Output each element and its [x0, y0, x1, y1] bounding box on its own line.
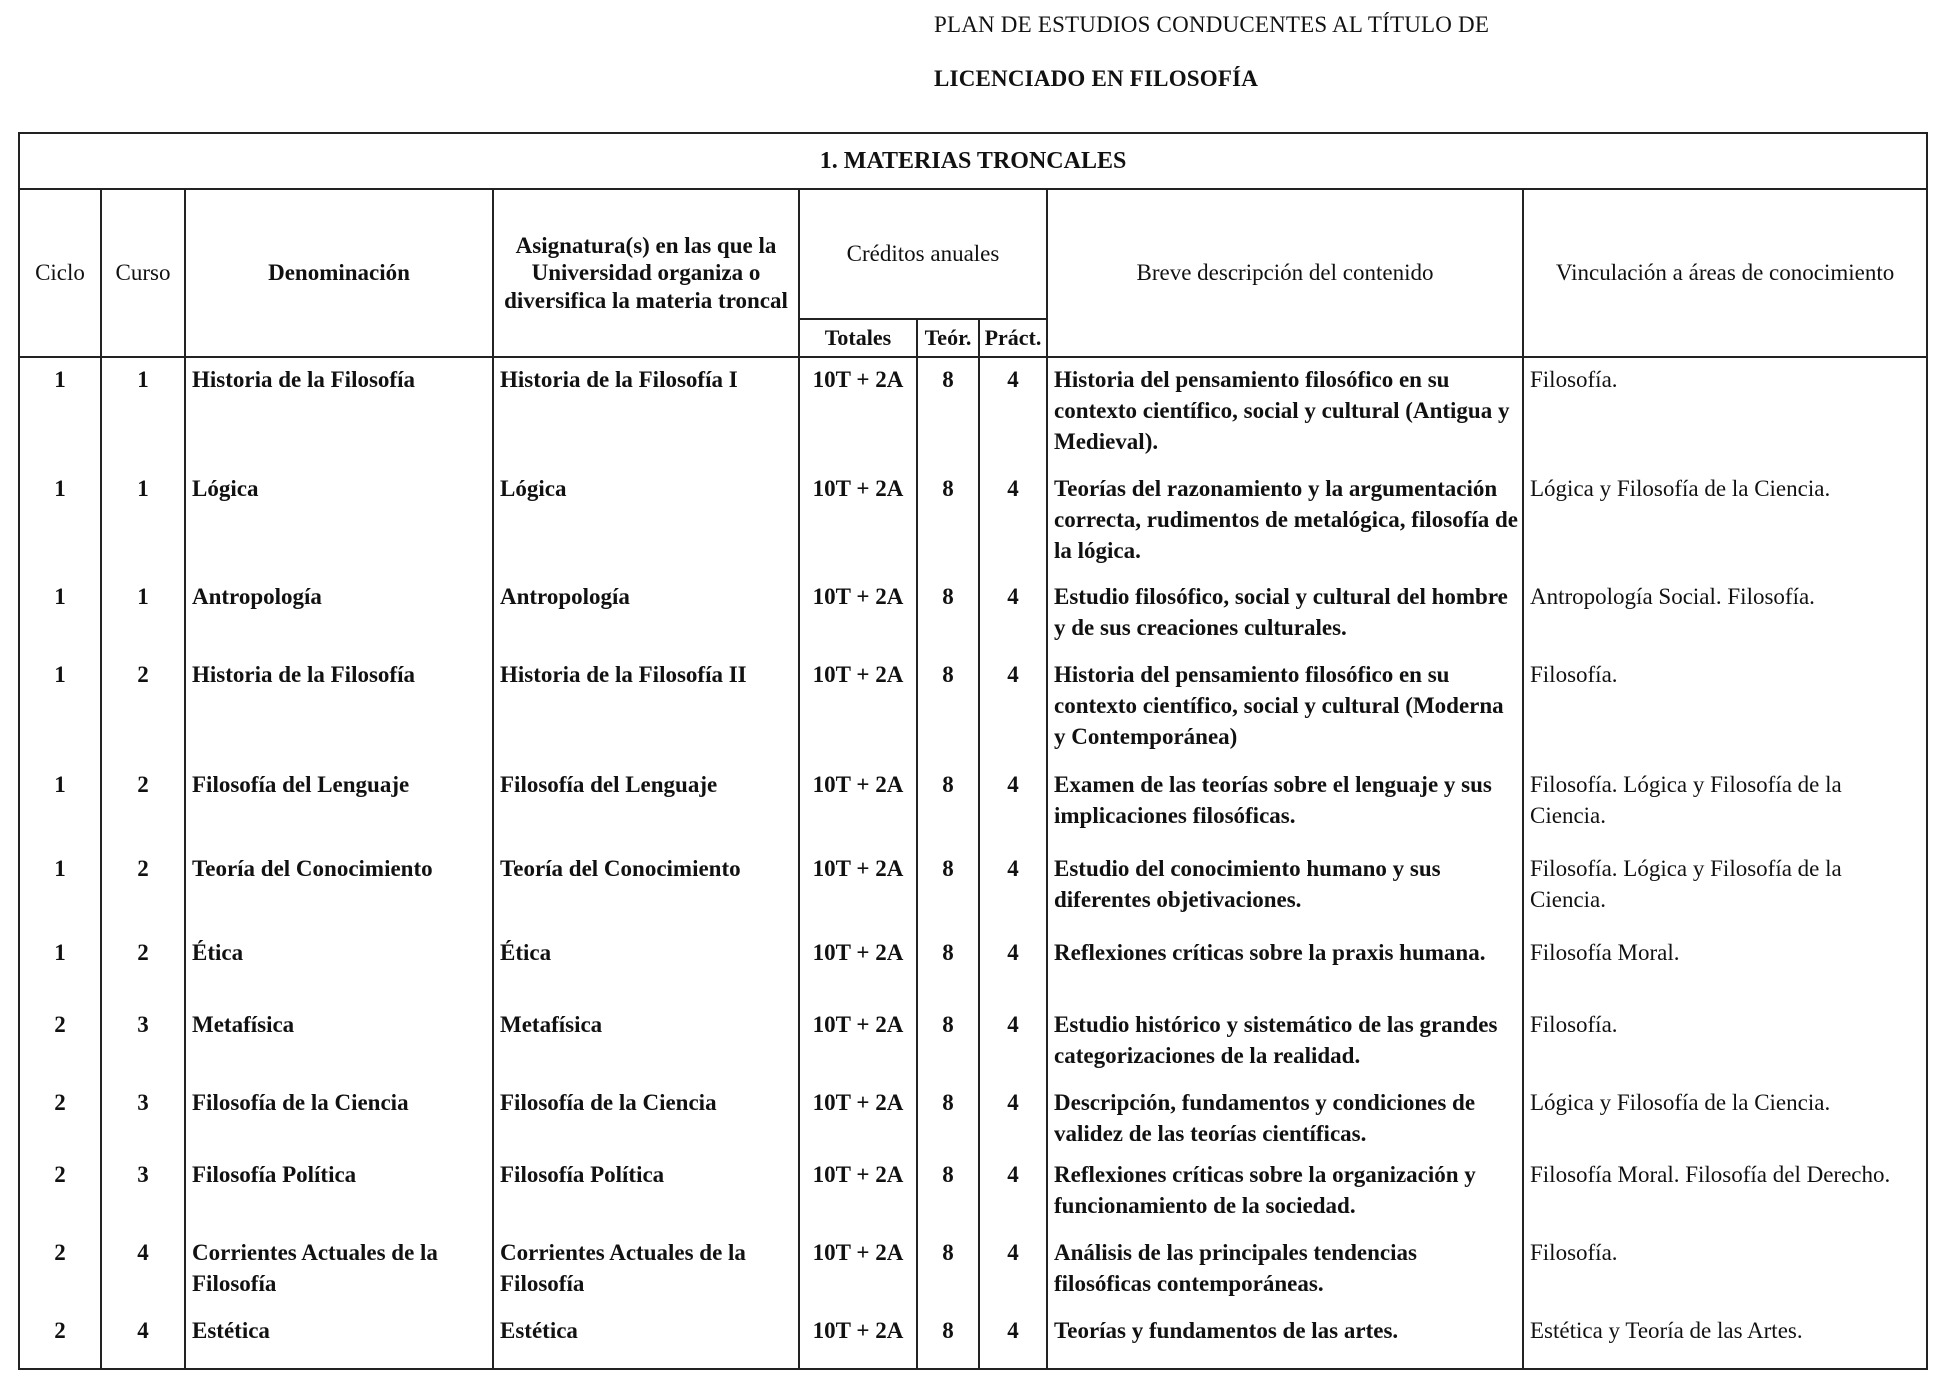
table-row — [19, 1231, 1927, 1309]
cell-ciclo: 2 — [19, 1003, 101, 1081]
cell-denominacion: Lógica — [185, 467, 493, 575]
cell-area: Filosofía Moral. — [1523, 931, 1927, 1003]
header-pract: Práct. — [979, 319, 1047, 357]
table-row — [19, 653, 1927, 763]
cell-asignatura: Metafísica — [493, 1003, 799, 1081]
cell-descripcion: Historia del pensamiento filosófico en su contexto científico, social y cultural (Antigua y Medieval). — [1047, 357, 1523, 467]
cell-teor: 8 — [917, 931, 979, 1003]
cell-pract: 4 — [979, 1309, 1047, 1369]
cell-area: Filosofía. — [1523, 1231, 1927, 1309]
table-row — [19, 1003, 1927, 1081]
table-row — [19, 1309, 1927, 1369]
cell-asignatura: Historia de la Filosofía I — [493, 357, 799, 467]
cell-ciclo: 1 — [19, 847, 101, 931]
cell-teor: 8 — [917, 653, 979, 763]
cell-descripcion: Historia del pensamiento filosófico en su contexto científico, social y cultural (Moderna y Contemporánea) — [1047, 653, 1523, 763]
cell-totales: 10T + 2A — [799, 575, 917, 653]
cell-descripcion: Examen de las teorías sobre el lenguaje y sus implicaciones filosóficas. — [1047, 763, 1523, 847]
cell-totales: 10T + 2A — [799, 1003, 917, 1081]
cell-area: Filosofía Moral. Filosofía del Derecho. — [1523, 1153, 1927, 1231]
cell-descripcion: Estudio histórico y sistemático de las grandes categorizaciones de la realidad. — [1047, 1003, 1523, 1081]
materias-troncales-table — [18, 132, 1928, 1370]
cell-denominacion: Filosofía del Lenguaje — [185, 763, 493, 847]
cell-area: Antropología Social. Filosofía. — [1523, 575, 1927, 653]
header-descripcion: Breve descripción del contenido — [1047, 189, 1523, 357]
header-creditos-anuales: Créditos anuales — [799, 189, 1047, 319]
cell-denominacion: Metafísica — [185, 1003, 493, 1081]
cell-curso: 2 — [101, 847, 185, 931]
cell-pract: 4 — [979, 1081, 1047, 1153]
cell-pract: 4 — [979, 575, 1047, 653]
cell-pract: 4 — [979, 847, 1047, 931]
cell-denominacion: Filosofía Política — [185, 1153, 493, 1231]
cell-totales: 10T + 2A — [799, 1153, 917, 1231]
cell-totales: 10T + 2A — [799, 357, 917, 467]
section-title: 1. MATERIAS TRONCALES — [19, 133, 1927, 189]
cell-descripcion: Teorías y fundamentos de las artes. — [1047, 1309, 1523, 1369]
cell-curso: 2 — [101, 653, 185, 763]
cell-asignatura: Filosofía Política — [493, 1153, 799, 1231]
cell-ciclo: 2 — [19, 1231, 101, 1309]
cell-asignatura: Ética — [493, 931, 799, 1003]
table-row — [19, 1081, 1927, 1153]
cell-area: Lógica y Filosofía de la Ciencia. — [1523, 467, 1927, 575]
cell-totales: 10T + 2A — [799, 653, 917, 763]
cell-teor: 8 — [917, 1003, 979, 1081]
cell-denominacion: Historia de la Filosofía — [185, 653, 493, 763]
cell-totales: 10T + 2A — [799, 763, 917, 847]
table-row — [19, 575, 1927, 653]
cell-pract: 4 — [979, 931, 1047, 1003]
cell-area: Estética y Teoría de las Artes. — [1523, 1309, 1927, 1369]
table-row — [19, 1153, 1927, 1231]
cell-totales: 10T + 2A — [799, 847, 917, 931]
cell-ciclo: 1 — [19, 467, 101, 575]
cell-totales: 10T + 2A — [799, 1309, 917, 1369]
cell-descripcion: Reflexiones críticas sobre la praxis humana. — [1047, 931, 1523, 1003]
cell-curso: 3 — [101, 1081, 185, 1153]
cell-descripcion: Reflexiones críticas sobre la organización y funcionamiento de la sociedad. — [1047, 1153, 1523, 1231]
cell-asignatura: Corrientes Actuales de la Filosofía — [493, 1231, 799, 1309]
cell-curso: 1 — [101, 467, 185, 575]
table-row — [19, 357, 1927, 467]
cell-teor: 8 — [917, 467, 979, 575]
table-body — [19, 357, 1927, 1369]
cell-denominacion: Historia de la Filosofía — [185, 357, 493, 467]
header-curso: Curso — [101, 189, 185, 357]
cell-ciclo: 1 — [19, 357, 101, 467]
table-row — [19, 467, 1927, 575]
cell-area: Filosofía. Lógica y Filosofía de la Ciencia. — [1523, 763, 1927, 847]
header-denominacion: Denominación — [185, 189, 493, 357]
cell-asignatura: Filosofía de la Ciencia — [493, 1081, 799, 1153]
header-teor: Teór. — [917, 319, 979, 357]
cell-pract: 4 — [979, 653, 1047, 763]
header-asignaturas: Asignatura(s) en las que la Universidad organiza o diversifica la materia troncal — [493, 189, 799, 357]
cell-area: Filosofía. — [1523, 1003, 1927, 1081]
cell-asignatura: Estética — [493, 1309, 799, 1369]
header-vinculacion: Vinculación a áreas de conocimiento — [1523, 189, 1927, 357]
cell-pract: 4 — [979, 1153, 1047, 1231]
document-title-line-2: LICENCIADO EN FILOSOFÍA — [934, 66, 1259, 91]
cell-denominacion: Filosofía de la Ciencia — [185, 1081, 493, 1153]
document-title-line-1: PLAN DE ESTUDIOS CONDUCENTES AL TÍTULO DE — [934, 12, 1490, 37]
cell-curso: 3 — [101, 1003, 185, 1081]
cell-curso: 2 — [101, 763, 185, 847]
cell-ciclo: 1 — [19, 575, 101, 653]
cell-denominacion: Estética — [185, 1309, 493, 1369]
cell-totales: 10T + 2A — [799, 1081, 917, 1153]
cell-teor: 8 — [917, 1081, 979, 1153]
document-header — [934, 12, 1634, 92]
cell-pract: 4 — [979, 763, 1047, 847]
table-row — [19, 763, 1927, 847]
cell-curso: 4 — [101, 1231, 185, 1309]
cell-teor: 8 — [917, 1153, 979, 1231]
cell-pract: 4 — [979, 1231, 1047, 1309]
cell-asignatura: Filosofía del Lenguaje — [493, 763, 799, 847]
cell-curso: 2 — [101, 931, 185, 1003]
cell-descripcion: Descripción, fundamentos y condiciones de validez de las teorías científicas. — [1047, 1081, 1523, 1153]
cell-descripcion: Teorías del razonamiento y la argumentación correcta, rudimentos de metalógica, filosofía de la lógica. — [1047, 467, 1523, 575]
header-totales: Totales — [799, 319, 917, 357]
cell-denominacion: Antropología — [185, 575, 493, 653]
cell-curso: 3 — [101, 1153, 185, 1231]
cell-area: Filosofía. — [1523, 357, 1927, 467]
table-row — [19, 931, 1927, 1003]
cell-teor: 8 — [917, 357, 979, 467]
cell-ciclo: 1 — [19, 763, 101, 847]
cell-teor: 8 — [917, 847, 979, 931]
cell-ciclo: 1 — [19, 653, 101, 763]
table-row — [19, 847, 1927, 931]
cell-teor: 8 — [917, 1309, 979, 1369]
cell-teor: 8 — [917, 763, 979, 847]
cell-asignatura: Teoría del Conocimiento — [493, 847, 799, 931]
cell-ciclo: 2 — [19, 1309, 101, 1369]
cell-asignatura: Lógica — [493, 467, 799, 575]
cell-pract: 4 — [979, 467, 1047, 575]
header-ciclo: Ciclo — [19, 189, 101, 357]
cell-ciclo: 2 — [19, 1153, 101, 1231]
cell-teor: 8 — [917, 575, 979, 653]
cell-descripcion: Estudio filosófico, social y cultural del hombre y de sus creaciones culturales. — [1047, 575, 1523, 653]
cell-denominacion: Corrientes Actuales de la Filosofía — [185, 1231, 493, 1309]
cell-pract: 4 — [979, 1003, 1047, 1081]
cell-area: Filosofía. Lógica y Filosofía de la Ciencia. — [1523, 847, 1927, 931]
cell-descripcion: Análisis de las principales tendencias filosóficas contemporáneas. — [1047, 1231, 1523, 1309]
cell-totales: 10T + 2A — [799, 1231, 917, 1309]
cell-totales: 10T + 2A — [799, 931, 917, 1003]
cell-teor: 8 — [917, 1231, 979, 1309]
cell-ciclo: 1 — [19, 931, 101, 1003]
cell-totales: 10T + 2A — [799, 467, 917, 575]
cell-denominacion: Ética — [185, 931, 493, 1003]
cell-area: Filosofía. — [1523, 653, 1927, 763]
cell-denominacion: Teoría del Conocimiento — [185, 847, 493, 931]
cell-area: Lógica y Filosofía de la Ciencia. — [1523, 1081, 1927, 1153]
cell-ciclo: 2 — [19, 1081, 101, 1153]
cell-pract: 4 — [979, 357, 1047, 467]
cell-asignatura: Antropología — [493, 575, 799, 653]
cell-descripcion: Estudio del conocimiento humano y sus diferentes objetivaciones. — [1047, 847, 1523, 931]
cell-curso: 1 — [101, 357, 185, 467]
cell-curso: 1 — [101, 575, 185, 653]
cell-asignatura: Historia de la Filosofía II — [493, 653, 799, 763]
cell-curso: 4 — [101, 1309, 185, 1369]
